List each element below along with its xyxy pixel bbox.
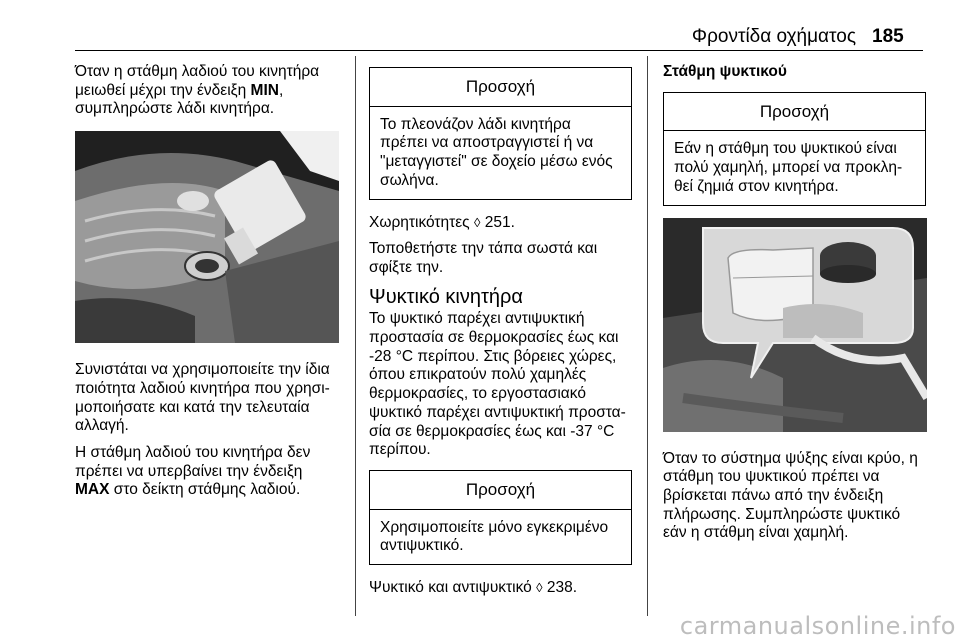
coolant-reservoir-illustration (663, 218, 927, 432)
cap-paragraph: Τοποθετήστε την τάπα σωστά και σφίξτε την. (369, 240, 598, 276)
page-reference-icon: ◊ (473, 214, 481, 230)
caution-box-coolant-level (663, 92, 926, 206)
section-heading-coolant: Ψυκτικό κινητήρα (369, 285, 523, 308)
coolant-level-paragraph: Όταν το σύστημα ψύξης είναι κρύο, η στάθμη του ψυκτικού πρέπει να βρίσκεται πάνω από την ένδειξη πλήρωσης. Συμπληρώστε ψυκτικό εάν η στάθμη είναι χαμηλή. (663, 449, 918, 542)
caution-box-excess-oil (369, 67, 632, 200)
column-3 (663, 63, 926, 551)
caution-body: Χρησιμοποιείτε μόνο εγκεκριμένο αντιψυκτικό. (380, 518, 609, 555)
coolant-reservoir-figure (663, 218, 927, 432)
oil-quality-paragraph: Συνιστάται να χρησιμοποιείτε την ίδια ποιότητα λαδιού κινητήρα που χρησι-μοποιήσατε και κατά την τελευταία αλλαγή. (75, 361, 330, 435)
engine-oil-illustration (75, 131, 339, 343)
capacities-reference: Χωρητικότητες ◊ 251. (369, 213, 515, 231)
antifreeze-reference: Ψυκτικό και αντιψυκτικό ◊ 238. (369, 579, 578, 597)
engine-oil-filling-figure (75, 131, 339, 343)
coolant-paragraph: Το ψυκτικό παρέχει αντιψυκτική προστασία σε θερμοκρασίες έως και -28 °C περίπου. Στις βόρειες χώρες, όπου επικρατούν πολύ χαμηλές θερμοκρασίες, το εργοστασιακό ψυκτικό παρέχει αντιψυκτική προστα-σία σε θερμοκρασίες έως και -37 °C περίπου. (369, 310, 626, 459)
caution-title: Προσοχή (664, 93, 925, 132)
page-reference-icon: ◊ (536, 580, 543, 596)
caution-title: Προσοχή (370, 68, 631, 107)
caution-title: Προσοχή (370, 471, 631, 510)
capacities-page-link[interactable]: 251. (480, 213, 515, 231)
max-marker: MAX (75, 481, 110, 499)
antifreeze-page-link[interactable]: 238. (542, 579, 578, 597)
running-header-title: Φροντίδα οχήματος (691, 26, 856, 47)
oil-max-paragraph: Η στάθμη λαδιού του κινητήρα δεν πρέπει να υπερβαίνει την ένδειξη MAX στο δείκτη στάθμης λαδιού. (75, 443, 311, 499)
caution-body: Εάν η στάθμη του ψυκτικού είναι πολύ χαμηλή, μπορεί να προκλη-θεί ζημιά στον κινητήρα. (674, 140, 903, 195)
header-rule (75, 50, 923, 51)
column-1 (75, 63, 341, 508)
column-divider-2 (647, 56, 648, 616)
page-number: 185 (872, 26, 904, 47)
column-2 (369, 67, 632, 606)
watermark: carmanualsonline.info (679, 612, 956, 640)
caution-box-antifreeze (369, 470, 632, 565)
min-marker: MIN (250, 81, 279, 99)
caution-body: Το πλεονάζον λάδι κινητήρα πρέπει να αποστραγγιστεί ή να "μεταγγιστεί" σε δοχείο μέσω ενός σωλήνα. (380, 115, 613, 189)
column-divider-1 (355, 56, 356, 616)
section-heading-coolant-level: Στάθμη ψυκτικού (663, 63, 787, 80)
oil-min-paragraph: Όταν η στάθμη λαδιού του κινητήρα μειωθεί μέχρι την ένδειξη MIN, συμπληρώστε λάδι κινητήρα. (75, 63, 320, 118)
